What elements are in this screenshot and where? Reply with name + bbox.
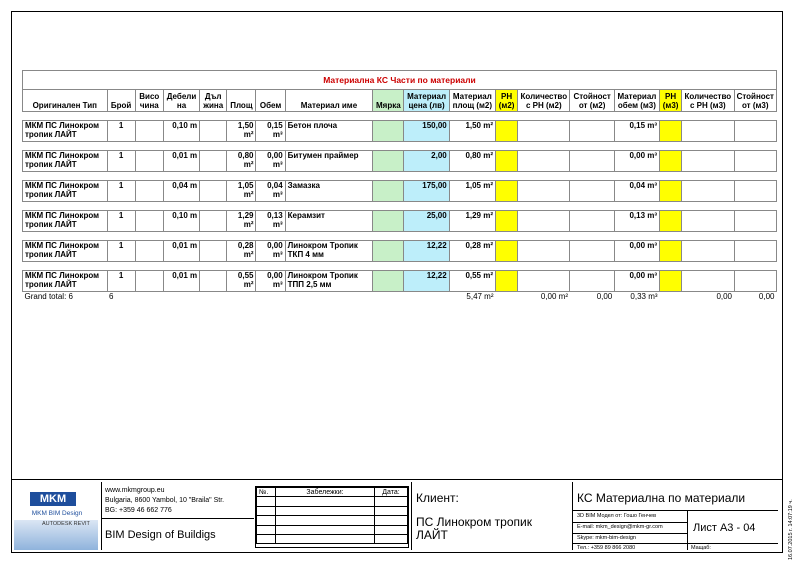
revit-banner	[14, 520, 98, 550]
cell-type: МКМ ПС Линокром тропик ЛАЙТ	[23, 271, 108, 292]
cell-mat-volume: 0,00 m³	[614, 271, 659, 292]
total-count: 6	[109, 292, 114, 301]
cell-material: Замазка	[285, 181, 373, 202]
cell-mat-area: 0,55 m²	[449, 271, 495, 292]
table-row	[23, 211, 777, 232]
cell-thickness: 0,04 m	[163, 181, 199, 202]
table-row	[23, 181, 777, 202]
website: www.mkmgroup.eu	[105, 487, 165, 494]
cell-rn-vol	[660, 241, 682, 262]
cell-count: 1	[107, 121, 135, 142]
total-label: Grand total: 6	[24, 292, 73, 301]
cell-cost-vol	[734, 121, 776, 142]
autodesk-revit-label: AUTODESK REVIT	[42, 521, 90, 527]
cell-mat-area: 0,80 m²	[449, 151, 495, 172]
cell-qty-area	[518, 211, 570, 232]
cell-type: МКМ ПС Линокром тропик ЛАЙТ	[23, 211, 108, 232]
column-header: Обем	[256, 90, 285, 112]
cell-cost-area	[570, 241, 614, 262]
cell-thickness: 0,01 m	[163, 151, 199, 172]
cell-rn-vol	[660, 151, 682, 172]
cell-mat-volume: 0,15 m³	[614, 121, 659, 142]
table-row	[23, 271, 777, 292]
cell-length	[200, 241, 227, 262]
cell-mat-volume: 0,00 m³	[614, 241, 659, 262]
cell-unit	[373, 151, 404, 172]
address: Bulgaria, 8600 Yambol, 10 "Braila" Str.	[105, 497, 225, 504]
cell-material: Керамзит	[285, 211, 373, 232]
cell-type: МКМ ПС Линокром тропик ЛАЙТ	[23, 151, 108, 172]
cell-qty-area	[518, 181, 570, 202]
cell-unit	[373, 241, 404, 262]
logo-area	[14, 482, 100, 550]
cell-unit	[373, 121, 404, 142]
logo-caption: MKM BIM Design	[31, 510, 83, 517]
column-header: Брой	[107, 90, 135, 112]
sheet-title: КС Материална по материали	[577, 491, 746, 505]
cell-price: 175,00	[404, 181, 449, 202]
cell-qty-area	[518, 241, 570, 262]
scale-label: Мащаб:	[691, 545, 711, 551]
cell-price: 12,22	[404, 271, 449, 292]
cell-type: МКМ ПС Линокром тропик ЛАЙТ	[23, 241, 108, 262]
cell-rn-vol	[660, 271, 682, 292]
cell-material: Линокром Тропик ТПП 2,5 мм	[285, 271, 373, 292]
row-spacer	[23, 262, 777, 271]
total-mat-volume: 0,33 m³	[630, 292, 658, 301]
cell-unit	[373, 211, 404, 232]
cell-cost-area	[570, 271, 614, 292]
cell-height	[135, 151, 163, 172]
notes-no-header: №.	[257, 488, 276, 497]
column-header: Стойност от (м2)	[570, 90, 614, 112]
cell-price: 25,00	[404, 211, 449, 232]
cell-area: 0,80 m²	[227, 151, 256, 172]
cell-height	[135, 241, 163, 262]
column-header: Количество с РН (м3)	[682, 90, 734, 112]
cell-rn-area	[496, 121, 518, 142]
column-header: Дъл жина	[200, 90, 227, 112]
total-empty	[660, 292, 682, 305]
column-header: РН (м3)	[660, 90, 682, 112]
cell-rn-vol	[660, 121, 682, 142]
total-mat-area: 5,47 m²	[466, 292, 494, 301]
cell-area: 0,28 m²	[227, 241, 256, 262]
cell-volume: 0,00 m³	[256, 271, 285, 292]
cell-length	[200, 121, 227, 142]
cell-qty-vol	[682, 181, 734, 202]
email: E-mail: mkm_design@mkm-gr.com	[577, 524, 663, 530]
cell-rn-area	[496, 151, 518, 172]
timestamp: 16.07.2015 г. 14:07:19 ч.	[788, 499, 794, 560]
notes-table	[255, 486, 409, 548]
cell-rn-area	[496, 271, 518, 292]
cell-volume: 0,00 m³	[256, 151, 285, 172]
cell-count: 1	[107, 181, 135, 202]
cell-cost-vol	[734, 181, 776, 202]
table-row	[23, 241, 777, 262]
cell-rn-vol	[660, 211, 682, 232]
cell-rn-area	[496, 181, 518, 202]
cell-length	[200, 181, 227, 202]
column-header: Оригинален Тип	[23, 90, 108, 112]
cell-rn-vol	[660, 181, 682, 202]
cell-material: Битумен праймер	[285, 151, 373, 172]
cell-height	[135, 211, 163, 232]
material-schedule	[22, 70, 777, 304]
cell-cost-area	[570, 151, 614, 172]
row-spacer	[23, 112, 777, 121]
sheet-info	[572, 482, 777, 550]
cell-height	[135, 121, 163, 142]
schedule-title: Материална КС Части по материали	[23, 71, 777, 90]
column-header: РН (м2)	[496, 90, 518, 112]
notes-date-header: Дата:	[375, 488, 408, 497]
schedule-header-row	[23, 90, 777, 112]
cell-type: МКМ ПС Линокром тропик ЛАЙТ	[23, 181, 108, 202]
cell-height	[135, 181, 163, 202]
table-row	[23, 151, 777, 172]
cell-cost-vol	[734, 211, 776, 232]
cell-area: 1,50 m²	[227, 121, 256, 142]
mkm-logo: MKM	[30, 492, 76, 506]
column-header: Материал цена (лв)	[404, 90, 449, 112]
cell-cost-area	[570, 211, 614, 232]
cell-thickness: 0,01 m	[163, 241, 199, 262]
table-row	[23, 121, 777, 142]
cell-qty-vol	[682, 241, 734, 262]
cell-unit	[373, 271, 404, 292]
column-header: Материал обем (м3)	[614, 90, 659, 112]
cell-price: 2,00	[404, 151, 449, 172]
cell-length	[200, 271, 227, 292]
cell-qty-area	[518, 271, 570, 292]
column-header: Мярка	[373, 90, 404, 112]
column-header: Дебели на	[163, 90, 199, 112]
notes-header: Забележки:	[276, 488, 375, 497]
cell-area: 1,05 m²	[227, 181, 256, 202]
row-spacer	[23, 142, 777, 151]
company-info	[101, 482, 253, 550]
cell-mat-area: 1,29 m²	[449, 211, 495, 232]
grand-total-row	[23, 292, 777, 305]
cell-volume: 0,00 m³	[256, 241, 285, 262]
cell-qty-vol	[682, 151, 734, 172]
cell-cost-vol	[734, 241, 776, 262]
cell-material: Линокром Тропик ТКП 4 мм	[285, 241, 373, 262]
cell-height	[135, 271, 163, 292]
skype: Skype: mkm-bim-design	[577, 535, 636, 541]
client-box	[411, 482, 571, 550]
sheet-number: Лист А3 - 04	[693, 522, 756, 534]
column-header: Материал площ (м2)	[449, 90, 495, 112]
cell-qty-vol	[682, 211, 734, 232]
total-qty-vol: 0,00	[716, 292, 733, 301]
cell-volume: 0,04 m³	[256, 181, 285, 202]
model-by: 3D BIM Модел от: Гошо Генчев	[577, 513, 657, 519]
cell-material: Бетон плоча	[285, 121, 373, 142]
cell-volume: 0,15 m³	[256, 121, 285, 142]
row-spacer	[23, 232, 777, 241]
cell-cost-area	[570, 181, 614, 202]
cell-area: 1,29 m²	[227, 211, 256, 232]
total-cost-area: 0,00	[596, 292, 613, 301]
column-header: Количество с РН (м2)	[518, 90, 570, 112]
cell-rn-area	[496, 241, 518, 262]
row-spacer	[23, 202, 777, 211]
column-header: Стойност от (м3)	[734, 90, 776, 112]
cell-mat-area: 1,05 m²	[449, 181, 495, 202]
total-empty	[135, 292, 449, 305]
row-spacer	[23, 172, 777, 181]
client-name: ПС Линокром тропик ЛАЙТ	[416, 515, 532, 542]
cell-cost-vol	[734, 151, 776, 172]
cell-length	[200, 151, 227, 172]
cell-area: 0,55 m²	[227, 271, 256, 292]
cell-count: 1	[107, 271, 135, 292]
cell-rn-area	[496, 211, 518, 232]
cell-cost-vol	[734, 271, 776, 292]
title-block	[11, 479, 783, 554]
cell-thickness: 0,10 m	[163, 121, 199, 142]
cell-count: 1	[107, 241, 135, 262]
total-cost-vol: 0,00	[758, 292, 775, 301]
total-empty	[496, 292, 518, 305]
cell-length	[200, 211, 227, 232]
cell-thickness: 0,10 m	[163, 211, 199, 232]
cell-qty-area	[518, 121, 570, 142]
cell-volume: 0,13 m³	[256, 211, 285, 232]
cell-price: 150,00	[404, 121, 449, 142]
tel: Тел.: +359 89 866 2080	[577, 545, 636, 551]
cell-qty-vol	[682, 271, 734, 292]
cell-mat-area: 1,50 m²	[449, 121, 495, 142]
cell-count: 1	[107, 151, 135, 172]
column-header: Площ	[227, 90, 256, 112]
cell-qty-area	[518, 151, 570, 172]
cell-thickness: 0,01 m	[163, 271, 199, 292]
cell-cost-area	[570, 121, 614, 142]
cell-type: МКМ ПС Линокром тропик ЛАЙТ	[23, 121, 108, 142]
cell-count: 1	[107, 211, 135, 232]
cell-price: 12,22	[404, 241, 449, 262]
cell-mat-volume: 0,00 m³	[614, 151, 659, 172]
total-qty-area: 0,00 m²	[540, 292, 568, 301]
cell-mat-volume: 0,04 m³	[614, 181, 659, 202]
cell-unit	[373, 181, 404, 202]
column-header: Висо чина	[135, 90, 163, 112]
cell-mat-volume: 0,13 m³	[614, 211, 659, 232]
phone: BG: +359 46 662 776	[105, 507, 172, 514]
cell-qty-vol	[682, 121, 734, 142]
client-label: Клиент:	[416, 491, 459, 505]
slogan: BIM Design of Buildigs	[105, 529, 216, 541]
column-header: Материал име	[285, 90, 373, 112]
cell-mat-area: 0,28 m²	[449, 241, 495, 262]
